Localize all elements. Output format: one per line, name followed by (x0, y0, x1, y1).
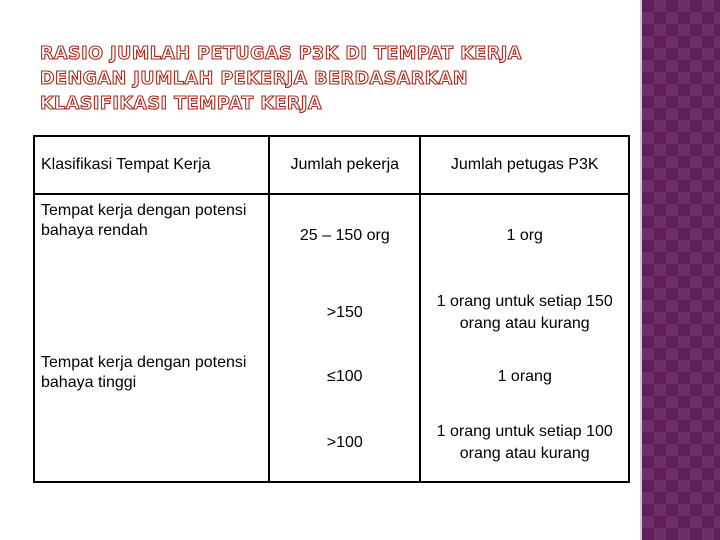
slide-title: RASIO JUMLAH PETUGAS P3K DI TEMPAT KERJA DENGAN JUMLAH PEKERJA BERDASARKAN KLASIFIKASI TEMPAT KERJA (40, 44, 522, 114)
ratio-table (33, 135, 630, 483)
decorative-side-panel (642, 0, 720, 540)
table-header-row (34, 136, 629, 194)
worker-count-cell: 25 – 150 org (269, 194, 420, 277)
classification-empty-cell (34, 405, 269, 482)
classification-low-risk: Tempat kerja dengan potensi bahaya rendah (34, 194, 269, 277)
header-classification: Klasifikasi Tempat Kerja (34, 136, 269, 194)
officer-count-cell: 1 org (506, 227, 543, 244)
table-row (34, 194, 629, 277)
officer-count-cell: 1 orang untuk setiap 100 orang atau kurang (436, 423, 613, 462)
classification-high-risk: Tempat kerja dengan potensi bahaya tinggi (34, 349, 269, 405)
officer-count-cell: 1 orang untuk setiap 150 orang atau kurang (436, 293, 613, 332)
header-officer-count: Jumlah petugas P3K (420, 136, 629, 194)
worker-count-cell: >150 (269, 277, 420, 349)
worker-count-cell: ≤100 (269, 349, 420, 405)
worker-count-cell: >100 (269, 405, 420, 482)
table-row (34, 349, 629, 405)
table-row (34, 405, 629, 482)
classification-empty-cell (34, 277, 269, 349)
table-row (34, 277, 629, 349)
header-worker-count: Jumlah pekerja (269, 136, 420, 194)
officer-count-cell: 1 orang (497, 368, 552, 385)
